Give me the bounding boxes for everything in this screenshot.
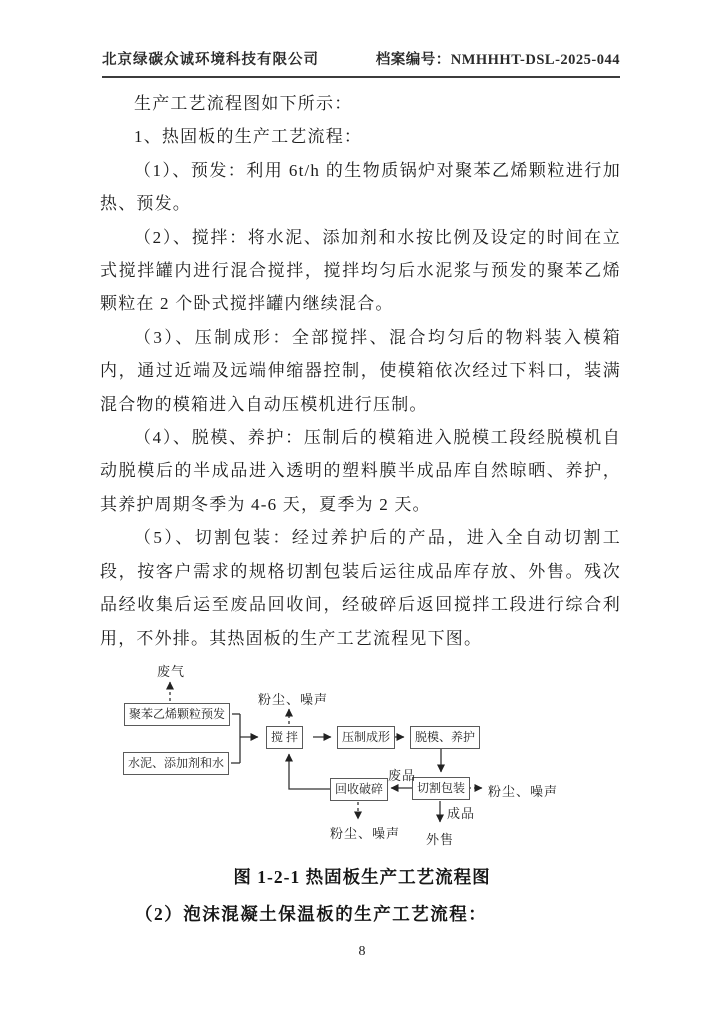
annotation-dust-noise-recycle: 粉尘、噪声	[330, 826, 401, 841]
node-demold-curing: 脱模、养护	[410, 726, 480, 749]
node-pre-expansion: 聚苯乙烯颗粒预发	[124, 703, 230, 726]
paragraph-item1: 1、热固板的生产工艺流程：	[134, 127, 363, 147]
archive-label: 档案编号：	[375, 52, 451, 68]
paragraph-step3: （3）、压制成形：全部搅拌、混合均匀后的物料装入模箱内，通过近端及远端伸缩器控制，使模箱依次经过下料口，装满混合物的模箱进入自动压模机进行压制。	[100, 327, 621, 414]
node-cutting-packing: 切割包装	[412, 777, 470, 800]
paragraph-step4: （4）、脱模、养护：压制后的模箱进入脱模工段经脱模机自动脱模后的半成品进入透明的塑料膜半成品库自然晾晒、养护，其养护周期冬季为 4-6 天，夏季为 2 天。	[100, 428, 621, 514]
archive-number	[376, 48, 620, 69]
annotation-external-sale: 外售	[426, 832, 455, 847]
page-number: 8	[358, 944, 366, 959]
node-mixing: 搅 拌	[266, 726, 303, 749]
annotation-dust-noise-mixing: 粉尘、噪声	[258, 692, 329, 707]
node-press-forming: 压制成形	[337, 726, 395, 749]
paragraph-step1: （1）、预发：利用 6t/h 的生物质锅炉对聚苯乙烯颗粒进行加热、预发。	[100, 160, 621, 214]
figure-caption: 图 1-2-1 热固板生产工艺流程图	[233, 867, 491, 887]
next-section-heading: （2）泡沫混凝土保温板的生产工艺流程：	[135, 904, 488, 924]
company-name: 北京绿碳众诚环境科技有限公司	[102, 52, 319, 68]
paragraph-step2: （2）、搅拌：将水泥、添加剂和水按比例及设定的时间在立式搅拌罐内进行混合搅拌，搅拌均匀后水泥浆与预发的聚苯乙烯颗粒在 2 个卧式搅拌罐内继续混合。	[100, 227, 621, 314]
page-header	[102, 48, 620, 78]
annotation-scrap: 废品	[388, 768, 417, 783]
node-raw-materials: 水泥、添加剂和水	[123, 752, 229, 775]
body-text	[100, 87, 621, 655]
annotation-waste-gas: 废气	[157, 664, 186, 679]
paragraph-step5: （5）、切割包装：经过养护后的产品，进入全自动切割工段，按客户需求的规格切割包装后运往成品库存放、外售。残次品经收集后运至废品回收间，经破碎后返回搅拌工段进行综合利用，不外排。其热固板的生产工艺流程见下图。	[100, 528, 621, 648]
node-recycle-crushing: 回收破碎	[330, 778, 388, 801]
annotation-finished-product: 成品	[447, 806, 476, 821]
paragraph-intro: 生产工艺流程图如下所示：	[134, 94, 353, 113]
archive-value: NMHHHT-DSL-2025-044	[450, 52, 620, 68]
annotation-dust-noise-cutting: 粉尘、噪声	[488, 784, 559, 799]
process-flowchart	[0, 655, 724, 860]
